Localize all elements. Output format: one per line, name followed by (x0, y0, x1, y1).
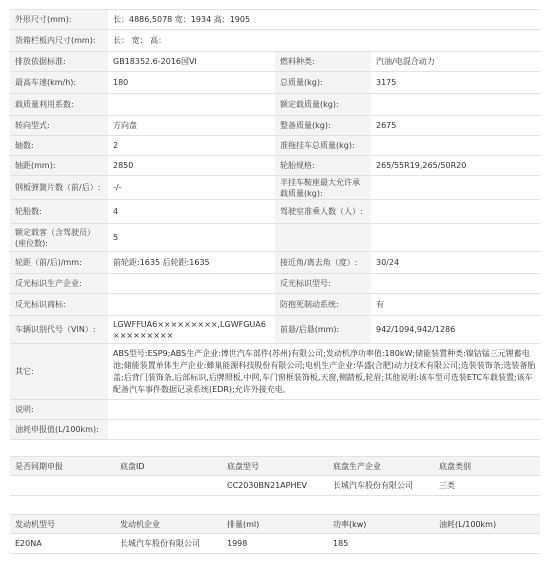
label-curb-mass: 整备质量(kg): (275, 116, 371, 135)
chassis-value-same-period (10, 476, 115, 495)
engine-header-maker: 发动机企业 (120, 519, 160, 529)
value-emission-standard: GB18352.6-2016国VI (108, 52, 275, 71)
label-other: 其它: (10, 344, 108, 399)
table-row (10, 224, 540, 252)
chassis-header-category: 底盘类别 (439, 461, 471, 471)
engine-header-fuel-consumption: 油耗(L/100km) (439, 519, 497, 529)
engine-value-displacement: 1998 (227, 539, 248, 548)
table-row (10, 52, 540, 72)
value-trailer-mass (371, 136, 540, 155)
value-reflector-brand (108, 294, 275, 315)
chassis-header-maker: 底盘生产企业 (333, 461, 381, 471)
engine-value-fuel-consumption (434, 534, 540, 553)
table-row (10, 116, 540, 136)
chassis-value-id (115, 476, 222, 495)
label-notes: 说明: (10, 400, 108, 419)
value-cab-capacity (371, 200, 540, 223)
label-reflector-brand: 反光标识商标: (10, 294, 108, 315)
label-empty (275, 224, 371, 251)
label-wheelbase: 轴距(mm): (10, 156, 108, 175)
label-fuel-consumption: 油耗申报值(L/100km): (10, 420, 108, 439)
value-leaf-springs: -/- (108, 176, 275, 199)
value-rated-load (371, 94, 540, 115)
value-passenger-capacity: 5 (108, 224, 275, 251)
label-reflector-model: 反光标识型号: (275, 274, 371, 293)
label-fuel-type: 燃料种类: (275, 52, 371, 71)
value-axle-count: 2 (108, 136, 275, 155)
chassis-data-row (10, 476, 540, 496)
table-row (10, 176, 540, 200)
value-wheelbase: 2850 (108, 156, 275, 175)
engine-header-power: 功率(kw) (333, 519, 367, 529)
label-load-utilization: 载质量利用系数: (10, 94, 108, 115)
value-reflector-model (371, 274, 540, 293)
value-vin: LGWFFUA6×××××××××,LGWFGUA6××××××××× (108, 316, 275, 343)
engine-value-power: 185 (333, 539, 349, 548)
label-dimensions: 外形尺寸(mm): (10, 10, 108, 29)
value-load-utilization (108, 94, 275, 115)
label-vin: 车辆识别代号（VIN）: (10, 316, 108, 343)
value-cargo-box: 长： 宽： 高： (108, 30, 540, 51)
chassis-header-model: 底盘型号 (227, 461, 259, 471)
label-passenger-capacity: 额定载客（含驾驶员）(座位数): (10, 224, 108, 251)
value-fuel-type: 汽油/电混合动力 (371, 52, 540, 71)
label-overhang: 前悬/后悬(mm): (275, 316, 371, 343)
chassis-header-id: 底盘ID (120, 461, 145, 471)
value-abs: 有 (371, 294, 540, 315)
engine-header-model: 发动机型号 (15, 519, 55, 529)
table-row (10, 252, 540, 274)
table-row (10, 136, 540, 156)
value-notes (108, 400, 540, 419)
label-gross-mass: 总质量(kg): (275, 72, 371, 93)
chassis-value-category: 三类 (439, 481, 455, 490)
label-abs: 防抱死制动系统: (275, 294, 371, 315)
label-axle-count: 轴数: (10, 136, 108, 155)
value-gross-mass: 3175 (371, 72, 540, 93)
engine-value-model: E20NA (15, 539, 42, 548)
table-row (10, 420, 540, 440)
label-approach-departure: 接近角/离去角（度）: (275, 252, 371, 273)
label-reflector-maker: 反光标识生产企业: (10, 274, 108, 293)
table-row (10, 316, 540, 344)
label-trailer-mass: 准拖挂车总质量(kg): (275, 136, 371, 155)
value-fuel-consumption (108, 420, 540, 439)
label-cab-capacity: 驾驶室准乘人数（人）: (275, 200, 371, 223)
table-row (10, 156, 540, 176)
label-tire-count: 轮胎数: (10, 200, 108, 223)
value-curb-mass: 2675 (371, 116, 540, 135)
value-tire-spec: 265/55R19,265/50R20 (371, 156, 540, 175)
table-row (10, 274, 540, 294)
value-reflector-maker (108, 274, 275, 293)
table-row (10, 94, 540, 116)
label-steering: 转向型式: (10, 116, 108, 135)
engine-header-row (10, 514, 540, 534)
table-row (10, 400, 540, 420)
chassis-header-row (10, 456, 540, 476)
value-steering: 方向盘 (108, 116, 275, 135)
chassis-value-maker: 长城汽车股份有限公司 (333, 481, 413, 490)
label-emission-standard: 排放依据标准: (10, 52, 108, 71)
engine-header-displacement: 排量(ml) (227, 519, 260, 529)
table-row (10, 10, 540, 30)
label-track-width: 轮距（前/后)/mm: (10, 252, 108, 273)
engine-value-maker: 长城汽车股份有限公司 (120, 539, 200, 548)
chassis-value-model: CC2030BN21APHEV (227, 481, 308, 490)
chassis-header-same-period: 是否同期申报 (15, 461, 63, 471)
value-empty (371, 224, 540, 251)
value-other: ABS型号:ESP9;ABS生产企业:博世汽车部件(苏州)有限公司;发动机净功率值:180kW;储能装置种类:镍钴锰三元锂蓄电池;储能装置单体生产企业:蜂巢能源科技股份有限公司;电机生产企业:华盛(合肥)动力技术有限公司;选装装饰条;选装备胎盖;后背门装饰条,后部标识,后牌照板,中网,车门窗框装饰板,天窗,侧踏板,轮眉;其他说明:该车型可选装ETC车载装置;该车配备汽车事件数据记录系统(EDR);允许外接充电。 (108, 344, 540, 399)
value-saddle-mass (371, 176, 540, 199)
value-max-speed: 180 (108, 72, 275, 93)
value-dimensions: 长：4886,5078 宽：1934 高：1905 (108, 10, 540, 29)
label-saddle-mass: 半挂车鞍座最大允许承载质量(kg): (275, 176, 371, 199)
value-approach-departure: 30/24 (371, 252, 540, 273)
table-row (10, 344, 540, 400)
label-tire-spec: 轮胎规格: (275, 156, 371, 175)
value-tire-count: 4 (108, 200, 275, 223)
table-row (10, 72, 540, 94)
table-row (10, 30, 540, 52)
value-overhang: 942/1094,942/1286 (371, 316, 540, 343)
value-track-width: 前轮距:1635 后轮距:1635 (108, 252, 275, 273)
label-max-speed: 最高车速(km/h): (10, 72, 108, 93)
table-row (10, 294, 540, 316)
engine-data-row (10, 534, 540, 554)
label-rated-load: 额定载质量(kg): (275, 94, 371, 115)
label-cargo-box: 货箱栏板内尺寸(mm): (10, 30, 108, 51)
label-leaf-springs: 钢板弹簧片数（前/后）: (10, 176, 108, 199)
table-row (10, 200, 540, 224)
